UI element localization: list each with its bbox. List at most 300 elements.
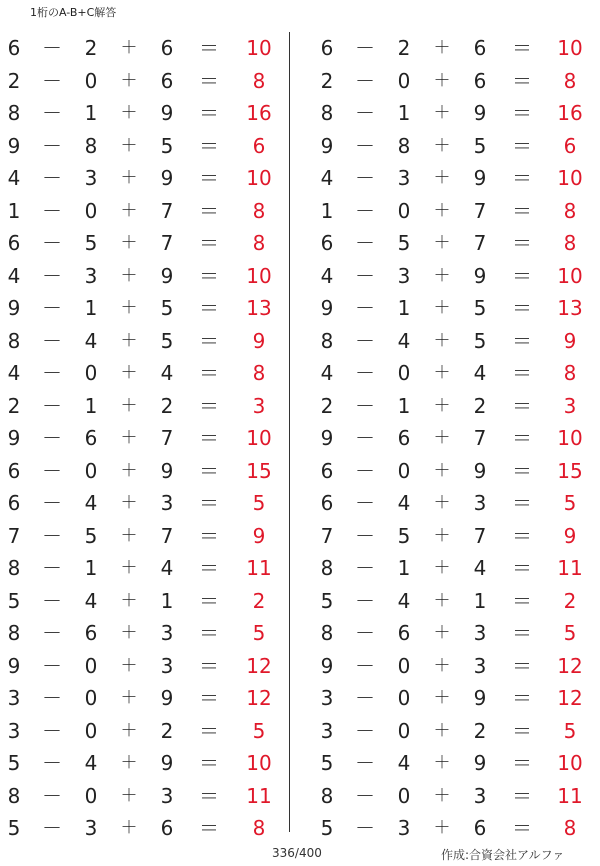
equals-sign: ＝ (512, 816, 532, 840)
plus-sign: ＋ (120, 363, 138, 383)
operand-a: 9 (7, 653, 21, 678)
answer-value: 5 (252, 491, 266, 515)
answer-value: 10 (557, 263, 583, 288)
equals-sign: ＝ (199, 328, 219, 353)
operand-c: 9 (473, 263, 487, 288)
operand-b: 0 (397, 686, 411, 710)
equals-sign: ＝ (199, 426, 219, 450)
equals-sign: ＝ (512, 296, 532, 320)
equals-sign: ＝ (512, 588, 532, 613)
plus-sign: ＋ (120, 265, 138, 286)
answer-value: 9 (252, 523, 266, 548)
operand-a: 2 (7, 68, 21, 93)
answer-value: 3 (252, 393, 266, 418)
plus-sign: ＋ (120, 460, 138, 481)
operand-a: 6 (7, 36, 21, 60)
problem-row (0, 520, 285, 553)
operand-c: 3 (473, 621, 487, 645)
plus-sign: ＋ (433, 525, 451, 546)
equals-sign: ＝ (512, 523, 532, 548)
answer-value: 8 (563, 198, 577, 223)
plus-sign: ＋ (433, 70, 451, 91)
operand-a: 5 (7, 751, 21, 775)
equals-sign: ＝ (512, 166, 532, 190)
operand-c: 9 (160, 751, 174, 775)
equals-sign: ＝ (512, 751, 532, 775)
answer-value: 3 (563, 393, 577, 418)
equals-sign: ＝ (512, 458, 532, 483)
operand-b: 0 (397, 458, 411, 483)
equals-sign: ＝ (512, 783, 532, 808)
operand-c: 7 (160, 231, 174, 255)
right-problem-column (313, 32, 598, 845)
problem-row (313, 325, 598, 358)
operand-b: 3 (397, 166, 411, 190)
minus-sign: － (42, 393, 62, 418)
operand-c: 3 (160, 783, 174, 808)
answer-value: 12 (557, 653, 583, 678)
operand-a: 8 (320, 621, 334, 645)
answer-value: 8 (252, 816, 266, 840)
equals-sign: ＝ (512, 101, 532, 125)
minus-sign: － (355, 328, 375, 353)
operand-c: 9 (160, 686, 174, 710)
minus-sign: － (42, 783, 62, 808)
page-number: 336/400 (272, 846, 322, 860)
plus-sign: ＋ (433, 363, 451, 383)
answer-value: 13 (557, 296, 583, 320)
minus-sign: － (355, 621, 375, 645)
operand-a: 4 (320, 361, 334, 385)
problem-row (0, 812, 285, 845)
operand-a: 2 (320, 68, 334, 93)
problem-row (0, 682, 285, 715)
operand-c: 9 (160, 101, 174, 125)
operand-c: 9 (473, 458, 487, 483)
minus-sign: － (355, 718, 375, 743)
plus-sign: ＋ (120, 103, 138, 123)
minus-sign: － (355, 783, 375, 808)
operand-c: 7 (473, 231, 487, 255)
operand-b: 0 (84, 68, 98, 93)
answer-value: 5 (252, 621, 266, 645)
plus-sign: ＋ (433, 785, 451, 806)
operand-c: 4 (473, 556, 487, 580)
plus-sign: ＋ (433, 103, 451, 123)
minus-sign: － (42, 198, 62, 223)
operand-b: 1 (397, 556, 411, 580)
problem-row (0, 97, 285, 130)
operand-a: 8 (320, 783, 334, 808)
operand-a: 6 (7, 231, 21, 255)
operand-b: 0 (397, 198, 411, 223)
operand-a: 5 (7, 816, 21, 840)
minus-sign: － (355, 426, 375, 450)
problem-row (313, 455, 598, 488)
equals-sign: ＝ (512, 426, 532, 450)
problem-row (0, 422, 285, 455)
problem-row (0, 617, 285, 650)
equals-sign: ＝ (199, 686, 219, 710)
operand-b: 4 (397, 328, 411, 353)
operand-a: 8 (7, 621, 21, 645)
minus-sign: － (42, 751, 62, 775)
answer-value: 8 (252, 68, 266, 93)
plus-sign: ＋ (120, 493, 138, 513)
minus-sign: － (355, 68, 375, 93)
answer-value: 6 (563, 133, 577, 158)
operand-b: 1 (84, 556, 98, 580)
operand-b: 4 (84, 751, 98, 775)
problem-row (313, 650, 598, 683)
problem-row (0, 357, 285, 390)
minus-sign: － (355, 751, 375, 775)
equals-sign: ＝ (199, 588, 219, 613)
problem-row (0, 227, 285, 260)
operand-a: 3 (320, 686, 334, 710)
plus-sign: ＋ (120, 590, 138, 611)
operand-a: 8 (320, 556, 334, 580)
equals-sign: ＝ (199, 361, 219, 385)
operand-a: 6 (320, 458, 334, 483)
plus-sign: ＋ (433, 655, 451, 676)
operand-c: 9 (160, 166, 174, 190)
minus-sign: － (355, 491, 375, 515)
plus-sign: ＋ (120, 200, 138, 221)
minus-sign: － (355, 393, 375, 418)
operand-b: 2 (84, 36, 98, 60)
equals-sign: ＝ (199, 36, 219, 60)
answer-value: 12 (557, 686, 583, 710)
operand-a: 6 (7, 491, 21, 515)
plus-sign: ＋ (433, 395, 451, 416)
answer-value: 5 (563, 718, 577, 743)
plus-sign: ＋ (120, 720, 138, 741)
operand-b: 0 (84, 783, 98, 808)
answer-value: 8 (563, 231, 577, 255)
equals-sign: ＝ (199, 491, 219, 515)
operand-a: 1 (320, 198, 334, 223)
answer-value: 9 (252, 328, 266, 353)
operand-a: 9 (7, 296, 21, 320)
problem-row (0, 780, 285, 813)
operand-c: 6 (160, 816, 174, 840)
answer-value: 11 (246, 783, 272, 808)
problem-row (313, 195, 598, 228)
operand-a: 7 (7, 523, 21, 548)
equals-sign: ＝ (199, 816, 219, 840)
plus-sign: ＋ (120, 233, 138, 253)
problem-row (313, 390, 598, 423)
minus-sign: － (42, 231, 62, 255)
operand-c: 3 (160, 621, 174, 645)
equals-sign: ＝ (512, 68, 532, 93)
operand-a: 8 (7, 783, 21, 808)
plus-sign: ＋ (120, 298, 138, 318)
plus-sign: ＋ (433, 460, 451, 481)
equals-sign: ＝ (512, 718, 532, 743)
problem-row (313, 585, 598, 618)
plus-sign: ＋ (120, 753, 138, 773)
problem-row (313, 520, 598, 553)
equals-sign: ＝ (199, 296, 219, 320)
minus-sign: － (355, 653, 375, 678)
problem-row (313, 552, 598, 585)
equals-sign: ＝ (512, 231, 532, 255)
operand-b: 0 (84, 718, 98, 743)
plus-sign: ＋ (120, 135, 138, 156)
operand-c: 9 (473, 166, 487, 190)
minus-sign: － (355, 458, 375, 483)
equals-sign: ＝ (512, 133, 532, 158)
operand-c: 4 (160, 361, 174, 385)
answer-value: 6 (252, 133, 266, 158)
operand-c: 2 (473, 718, 487, 743)
operand-c: 1 (473, 588, 487, 613)
answer-value: 10 (246, 36, 272, 60)
operand-c: 9 (160, 263, 174, 288)
operand-a: 8 (320, 328, 334, 353)
operand-b: 0 (84, 653, 98, 678)
minus-sign: － (42, 426, 62, 450)
operand-b: 1 (84, 296, 98, 320)
problem-row (0, 552, 285, 585)
operand-a: 4 (7, 361, 21, 385)
operand-c: 7 (473, 198, 487, 223)
equals-sign: ＝ (512, 263, 532, 288)
equals-sign: ＝ (199, 393, 219, 418)
operand-b: 4 (397, 751, 411, 775)
answer-value: 12 (246, 686, 272, 710)
problem-row (0, 585, 285, 618)
operand-b: 6 (84, 621, 98, 645)
plus-sign: ＋ (120, 70, 138, 91)
minus-sign: － (355, 101, 375, 125)
answer-value: 9 (563, 328, 577, 353)
minus-sign: － (355, 686, 375, 710)
answer-value: 16 (246, 101, 272, 125)
operand-b: 5 (84, 231, 98, 255)
operand-b: 0 (84, 458, 98, 483)
minus-sign: － (42, 458, 62, 483)
operand-b: 0 (84, 686, 98, 710)
author-credit: 作成:合資会社アルファ (441, 848, 565, 862)
operand-c: 7 (160, 426, 174, 450)
operand-c: 6 (160, 36, 174, 60)
equals-sign: ＝ (199, 621, 219, 645)
problem-row (313, 162, 598, 195)
equals-sign: ＝ (512, 686, 532, 710)
operand-b: 6 (397, 426, 411, 450)
equals-sign: ＝ (199, 231, 219, 255)
operand-b: 0 (84, 361, 98, 385)
operand-a: 5 (320, 588, 334, 613)
operand-a: 9 (320, 653, 334, 678)
minus-sign: － (355, 556, 375, 580)
problem-row (313, 97, 598, 130)
operand-b: 3 (397, 263, 411, 288)
column-divider (289, 32, 290, 832)
operand-c: 6 (473, 816, 487, 840)
operand-a: 7 (320, 523, 334, 548)
equals-sign: ＝ (512, 556, 532, 580)
answer-value: 11 (557, 783, 583, 808)
problem-row (0, 715, 285, 748)
operand-b: 6 (397, 621, 411, 645)
plus-sign: ＋ (433, 135, 451, 156)
answer-value: 2 (252, 588, 266, 613)
plus-sign: ＋ (433, 265, 451, 286)
equals-sign: ＝ (199, 166, 219, 190)
equals-sign: ＝ (199, 523, 219, 548)
operand-c: 3 (473, 783, 487, 808)
answer-value: 8 (252, 361, 266, 385)
answer-value: 2 (563, 588, 577, 613)
answer-value: 12 (246, 653, 272, 678)
operand-a: 3 (7, 686, 21, 710)
problem-row (0, 650, 285, 683)
problem-row (313, 130, 598, 163)
minus-sign: － (42, 621, 62, 645)
problem-row (0, 162, 285, 195)
operand-b: 0 (397, 718, 411, 743)
operand-a: 6 (320, 491, 334, 515)
answer-value: 10 (246, 263, 272, 288)
minus-sign: － (42, 361, 62, 385)
answer-value: 10 (557, 36, 583, 60)
operand-b: 5 (397, 231, 411, 255)
operand-b: 4 (84, 588, 98, 613)
operand-b: 3 (84, 166, 98, 190)
problem-row (313, 617, 598, 650)
operand-b: 6 (84, 426, 98, 450)
equals-sign: ＝ (199, 783, 219, 808)
plus-sign: ＋ (120, 428, 138, 448)
plus-sign: ＋ (433, 428, 451, 448)
equals-sign: ＝ (199, 263, 219, 288)
operand-b: 0 (397, 68, 411, 93)
plus-sign: ＋ (433, 38, 451, 58)
problem-row (313, 747, 598, 780)
operand-b: 8 (397, 133, 411, 158)
equals-sign: ＝ (199, 198, 219, 223)
plus-sign: ＋ (433, 590, 451, 611)
answer-value: 8 (252, 198, 266, 223)
answer-value: 8 (563, 361, 577, 385)
answer-value: 11 (246, 556, 272, 580)
plus-sign: ＋ (120, 395, 138, 416)
problem-row (313, 292, 598, 325)
operand-b: 5 (397, 523, 411, 548)
problem-row (0, 195, 285, 228)
plus-sign: ＋ (433, 818, 451, 838)
minus-sign: － (355, 263, 375, 288)
operand-c: 5 (473, 328, 487, 353)
problem-row (313, 32, 598, 65)
minus-sign: － (355, 523, 375, 548)
operand-c: 5 (160, 328, 174, 353)
equals-sign: ＝ (199, 718, 219, 743)
equals-sign: ＝ (512, 653, 532, 678)
problem-row (313, 487, 598, 520)
plus-sign: ＋ (120, 655, 138, 676)
operand-c: 7 (473, 426, 487, 450)
operand-b: 3 (397, 816, 411, 840)
problem-row (0, 455, 285, 488)
plus-sign: ＋ (433, 168, 451, 188)
operand-a: 8 (7, 556, 21, 580)
equals-sign: ＝ (199, 751, 219, 775)
problem-row (0, 487, 285, 520)
problem-row (0, 747, 285, 780)
equals-sign: ＝ (512, 198, 532, 223)
minus-sign: － (355, 588, 375, 613)
answer-value: 10 (246, 426, 272, 450)
answer-value: 15 (557, 458, 583, 483)
minus-sign: － (42, 296, 62, 320)
operand-c: 4 (473, 361, 487, 385)
operand-b: 4 (84, 491, 98, 515)
operand-b: 0 (397, 653, 411, 678)
operand-c: 3 (160, 653, 174, 678)
minus-sign: － (355, 816, 375, 840)
operand-b: 5 (84, 523, 98, 548)
operand-a: 8 (7, 328, 21, 353)
equals-sign: ＝ (199, 101, 219, 125)
minus-sign: － (355, 231, 375, 255)
minus-sign: － (42, 588, 62, 613)
operand-c: 3 (160, 491, 174, 515)
problem-row (0, 390, 285, 423)
minus-sign: － (355, 36, 375, 60)
answer-value: 10 (557, 166, 583, 190)
problem-row (313, 780, 598, 813)
operand-b: 1 (397, 101, 411, 125)
operand-b: 1 (397, 393, 411, 418)
minus-sign: － (42, 556, 62, 580)
plus-sign: ＋ (120, 168, 138, 188)
equals-sign: ＝ (512, 491, 532, 515)
problem-row (0, 32, 285, 65)
plus-sign: ＋ (120, 330, 138, 351)
operand-c: 9 (473, 101, 487, 125)
plus-sign: ＋ (120, 38, 138, 58)
minus-sign: － (42, 491, 62, 515)
operand-a: 9 (7, 426, 21, 450)
operand-b: 1 (397, 296, 411, 320)
operand-a: 4 (320, 166, 334, 190)
problem-row (313, 227, 598, 260)
problem-row (0, 65, 285, 98)
operand-b: 3 (84, 263, 98, 288)
problem-row (0, 325, 285, 358)
operand-c: 6 (160, 68, 174, 93)
operand-b: 8 (84, 133, 98, 158)
operand-a: 6 (7, 458, 21, 483)
operand-b: 1 (84, 393, 98, 418)
minus-sign: － (42, 718, 62, 743)
plus-sign: ＋ (433, 623, 451, 643)
operand-c: 9 (160, 458, 174, 483)
plus-sign: ＋ (433, 688, 451, 708)
minus-sign: － (355, 296, 375, 320)
minus-sign: － (42, 263, 62, 288)
problem-row (313, 812, 598, 845)
minus-sign: － (42, 101, 62, 125)
operand-c: 5 (160, 133, 174, 158)
operand-a: 2 (7, 393, 21, 418)
operand-a: 9 (320, 426, 334, 450)
